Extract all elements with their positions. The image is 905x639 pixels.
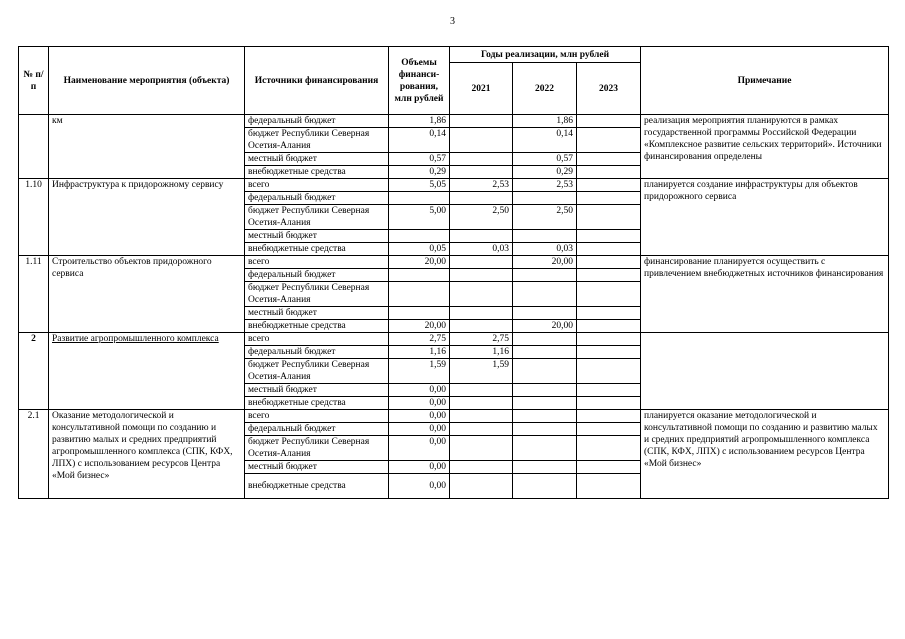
year-2021-value — [450, 461, 513, 474]
item-number — [19, 115, 49, 179]
year-2021-value — [450, 256, 513, 269]
header-years-group: Годы реализации, млн рублей — [450, 47, 641, 63]
funding-source: всего — [245, 179, 389, 192]
funding-volume: 0,00 — [389, 423, 450, 436]
funding-source: местный бюджет — [245, 384, 389, 397]
year-2023-value — [577, 243, 641, 256]
year-2021-value — [450, 423, 513, 436]
item-name — [49, 333, 245, 410]
funding-source: всего — [245, 256, 389, 269]
year-2021-value — [450, 153, 513, 166]
funding-volume: 0,00 — [389, 384, 450, 397]
item-number: 2.1 — [19, 410, 49, 499]
year-2021-value — [450, 282, 513, 307]
year-2022-value — [513, 436, 577, 461]
item-name — [49, 179, 245, 256]
year-2023-value — [577, 410, 641, 423]
funding-volume: 5,05 — [389, 179, 450, 192]
header-year-2021: 2021 — [450, 63, 513, 115]
funding-volume: 0,05 — [389, 243, 450, 256]
funding-volume — [389, 282, 450, 307]
funding-source: внебюджетные средства — [245, 474, 389, 499]
funding-source: внебюджетные средства — [245, 243, 389, 256]
year-2023-value — [577, 282, 641, 307]
funding-source: всего — [245, 333, 389, 346]
funding-volume: 0,00 — [389, 461, 450, 474]
item-note — [641, 333, 889, 410]
year-2023-value — [577, 384, 641, 397]
header-source: Источники финансирования — [245, 47, 389, 115]
funding-volume — [389, 307, 450, 320]
year-2023-value — [577, 230, 641, 243]
table-row — [19, 410, 889, 423]
year-2021-value — [450, 474, 513, 499]
year-2021-value: 1,59 — [450, 359, 513, 384]
item-note: финансирование планируется осуществить с привлечением внебюджетных источников финансирования — [641, 256, 889, 333]
year-2021-value — [450, 192, 513, 205]
item-number: 2 — [19, 333, 49, 410]
funding-source: бюджет Республики Северная Осетия-Алания — [245, 128, 389, 153]
funding-source: всего — [245, 410, 389, 423]
header-name: Наименование мероприятия (объекта) — [49, 47, 245, 115]
year-2022-value — [513, 346, 577, 359]
item-number: 1.10 — [19, 179, 49, 256]
funding-source: бюджет Республики Северная Осетия-Алания — [245, 436, 389, 461]
funding-volume: 0,00 — [389, 410, 450, 423]
year-2022-value — [513, 397, 577, 410]
item-name-text: Оказание методологической и консультативной помощи по созданию и развитию малых и средних предприятий агропромышленного комплекса (СПК, КФХ, ЛПХ) с использованием ресурсов Центра «Мой бизнес» — [52, 411, 233, 481]
item-name — [49, 410, 245, 499]
funding-source: федеральный бюджет — [245, 269, 389, 282]
year-2021-value: 0,03 — [450, 243, 513, 256]
year-2023-value — [577, 192, 641, 205]
funding-source: местный бюджет — [245, 230, 389, 243]
item-name-text: Инфраструктура к придорожному сервису — [52, 180, 224, 190]
year-2022-value: 20,00 — [513, 320, 577, 333]
year-2023-value — [577, 307, 641, 320]
funding-source: федеральный бюджет — [245, 423, 389, 436]
year-2022-value — [513, 307, 577, 320]
year-2023-value — [577, 153, 641, 166]
year-2021-value — [450, 436, 513, 461]
funding-source: бюджет Республики Северная Осетия-Алания — [245, 359, 389, 384]
year-2023-value — [577, 397, 641, 410]
year-2022-value: 0,29 — [513, 166, 577, 179]
funding-source: федеральный бюджет — [245, 115, 389, 128]
year-2023-value — [577, 115, 641, 128]
year-2022-value — [513, 384, 577, 397]
year-2023-value — [577, 461, 641, 474]
year-2023-value — [577, 423, 641, 436]
funding-source: федеральный бюджет — [245, 192, 389, 205]
year-2021-value — [450, 320, 513, 333]
year-2021-value — [450, 410, 513, 423]
year-2022-value: 20,00 — [513, 256, 577, 269]
year-2021-value: 2,50 — [450, 205, 513, 230]
item-note: планируется оказание методологической и консультативной помощи по созданию и развитию малых и средних предприятий агропромышленного комплекса (СПК, КФХ, ЛПХ) с использованием ресурсов Центра «Мой бизнес» — [641, 410, 889, 499]
funding-volume: 0,00 — [389, 474, 450, 499]
item-name — [49, 115, 245, 179]
year-2023-value — [577, 179, 641, 192]
year-2023-value — [577, 166, 641, 179]
funding-volume: 5,00 — [389, 205, 450, 230]
year-2021-value — [450, 115, 513, 128]
year-2022-value: 1,86 — [513, 115, 577, 128]
year-2023-value — [577, 474, 641, 499]
year-2022-value: 0,14 — [513, 128, 577, 153]
header-note: Примечание — [641, 47, 889, 115]
table-row — [19, 333, 889, 346]
year-2022-value — [513, 269, 577, 282]
item-name — [49, 256, 245, 333]
funding-volume: 0,29 — [389, 166, 450, 179]
funding-volume: 20,00 — [389, 320, 450, 333]
funding-volume: 0,14 — [389, 128, 450, 153]
year-2021-value — [450, 230, 513, 243]
funding-volume: 1,86 — [389, 115, 450, 128]
funding-source: местный бюджет — [245, 307, 389, 320]
funding-volume: 0,00 — [389, 436, 450, 461]
table-body — [19, 115, 889, 499]
program-table — [18, 46, 889, 499]
header-volume: Объемы финанси-рования, млн рублей — [389, 47, 450, 115]
year-2021-value — [450, 397, 513, 410]
year-2022-value: 0,57 — [513, 153, 577, 166]
year-2023-value — [577, 128, 641, 153]
year-2021-value — [450, 269, 513, 282]
header-num: № п/п — [19, 47, 49, 115]
year-2021-value — [450, 384, 513, 397]
year-2022-value: 0,03 — [513, 243, 577, 256]
year-2022-value: 2,53 — [513, 179, 577, 192]
item-name-text: км — [52, 116, 63, 126]
table-row — [19, 256, 889, 269]
funding-volume — [389, 269, 450, 282]
page-number: 3 — [450, 16, 455, 27]
year-2021-value — [450, 166, 513, 179]
year-2021-value — [450, 307, 513, 320]
year-2021-value: 2,53 — [450, 179, 513, 192]
item-note: планируется создание инфраструктуры для объектов придорожного сервиса — [641, 179, 889, 256]
funding-volume: 0,00 — [389, 397, 450, 410]
year-2022-value: 2,50 — [513, 205, 577, 230]
item-number: 1.11 — [19, 256, 49, 333]
funding-volume — [389, 230, 450, 243]
year-2022-value — [513, 423, 577, 436]
funding-volume: 1,16 — [389, 346, 450, 359]
year-2023-value — [577, 205, 641, 230]
year-2023-value — [577, 256, 641, 269]
header-year-2023: 2023 — [577, 63, 641, 115]
year-2023-value — [577, 436, 641, 461]
year-2023-value — [577, 269, 641, 282]
funding-volume — [389, 192, 450, 205]
item-note: реализация мероприятия планируются в рамках государственной программы Российской Федерации «Комплексное развитие сельских территорий». Источники финансирования определены — [641, 115, 889, 179]
funding-volume: 2,75 — [389, 333, 450, 346]
funding-source: местный бюджет — [245, 153, 389, 166]
funding-volume: 0,57 — [389, 153, 450, 166]
item-name-text: Развитие агропромышленного комплекса — [52, 334, 219, 344]
year-2022-value — [513, 474, 577, 499]
funding-source: внебюджетные средства — [245, 320, 389, 333]
funding-volume: 20,00 — [389, 256, 450, 269]
funding-volume: 1,59 — [389, 359, 450, 384]
funding-source: внебюджетные средства — [245, 397, 389, 410]
funding-source: бюджет Республики Северная Осетия-Алания — [245, 205, 389, 230]
year-2022-value — [513, 410, 577, 423]
year-2022-value — [513, 282, 577, 307]
year-2023-value — [577, 333, 641, 346]
year-2021-value: 2,75 — [450, 333, 513, 346]
year-2023-value — [577, 346, 641, 359]
table-row — [19, 115, 889, 128]
year-2022-value — [513, 333, 577, 346]
year-2022-value — [513, 461, 577, 474]
year-2021-value: 1,16 — [450, 346, 513, 359]
funding-source: федеральный бюджет — [245, 346, 389, 359]
year-2021-value — [450, 128, 513, 153]
year-2022-value — [513, 359, 577, 384]
funding-source: местный бюджет — [245, 461, 389, 474]
year-2022-value — [513, 192, 577, 205]
item-name-text: Строительство объектов придорожного сервиса — [52, 257, 212, 279]
table-row — [19, 179, 889, 192]
header-year-2022: 2022 — [513, 63, 577, 115]
year-2023-value — [577, 320, 641, 333]
year-2022-value — [513, 230, 577, 243]
funding-source: внебюджетные средства — [245, 166, 389, 179]
funding-source: бюджет Республики Северная Осетия-Алания — [245, 282, 389, 307]
year-2023-value — [577, 359, 641, 384]
